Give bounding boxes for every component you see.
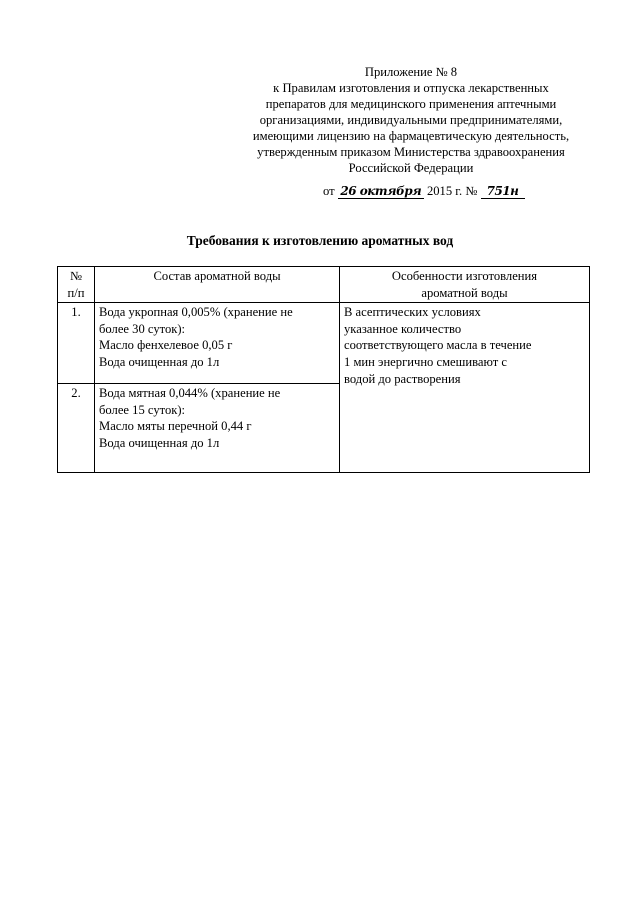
composition-line: Масло фенхелевое 0,05 г [99,338,233,353]
composition-line: Масло мяты перечной 0,44 г [99,419,252,434]
composition-line: более 15 суток): [99,402,186,417]
composition-line: Вода очищенная до 1л [99,435,220,450]
features-line: 1 мин энергично смешивают с [344,354,507,369]
appendix-line: имеющими лицензию на фармацевтическую деятельность, [252,129,570,143]
features-line: водой до растворения [344,371,461,386]
document-title: Требования к изготовлению ароматных вод [186,233,454,248]
header-number [58,267,95,303]
features-line: В асептических условиях [344,305,481,320]
composition-line: Вода мятная 0,044% (хранение не [99,386,281,401]
date-year: 2015 г. № [426,184,478,198]
features-line: соответствующего масла в течение [344,338,532,353]
requirements-table [57,266,590,473]
appendix-line: организациями, индивидуальными предпринимателями, [259,113,563,127]
appendix-line: к Правилам изготовления и отпуска лекарственных [273,81,549,95]
date-prefix: от [323,184,335,198]
header-composition: Состав ароматной воды [95,267,340,303]
composition-line: более 30 суток): [99,321,186,336]
appendix-line: Российской Федерации [348,161,474,175]
row-features [340,303,590,473]
appendix-line: утвержденным приказом Министерства здравоохранения [257,145,565,159]
order-date-line [323,184,525,199]
header-features-line: Особенности изготовления [391,269,538,283]
composition-line: Вода очищенная до 1л [99,354,220,369]
table-header-row [58,267,590,303]
row-number: 1. [58,303,95,384]
composition-line: Вода укропная 0,005% (хранение не [99,305,293,320]
row-composition [95,303,340,384]
appendix-line: Приложение № 8 [364,65,458,79]
header-number-line: п/п [67,285,85,300]
header-number-line: № [69,269,83,283]
header-features-line: ароматной воды [421,285,508,300]
handwritten-order-number: 751н [481,184,525,199]
table-row [58,303,590,384]
row-composition [95,384,340,473]
handwritten-date: 26 октября [338,184,424,199]
appendix-line: препаратов для медицинского применения аптечными [265,97,557,111]
row-number: 2. [58,384,95,473]
appendix-header [230,64,592,176]
header-features [340,267,590,303]
features-line: указанное количество [344,321,462,336]
